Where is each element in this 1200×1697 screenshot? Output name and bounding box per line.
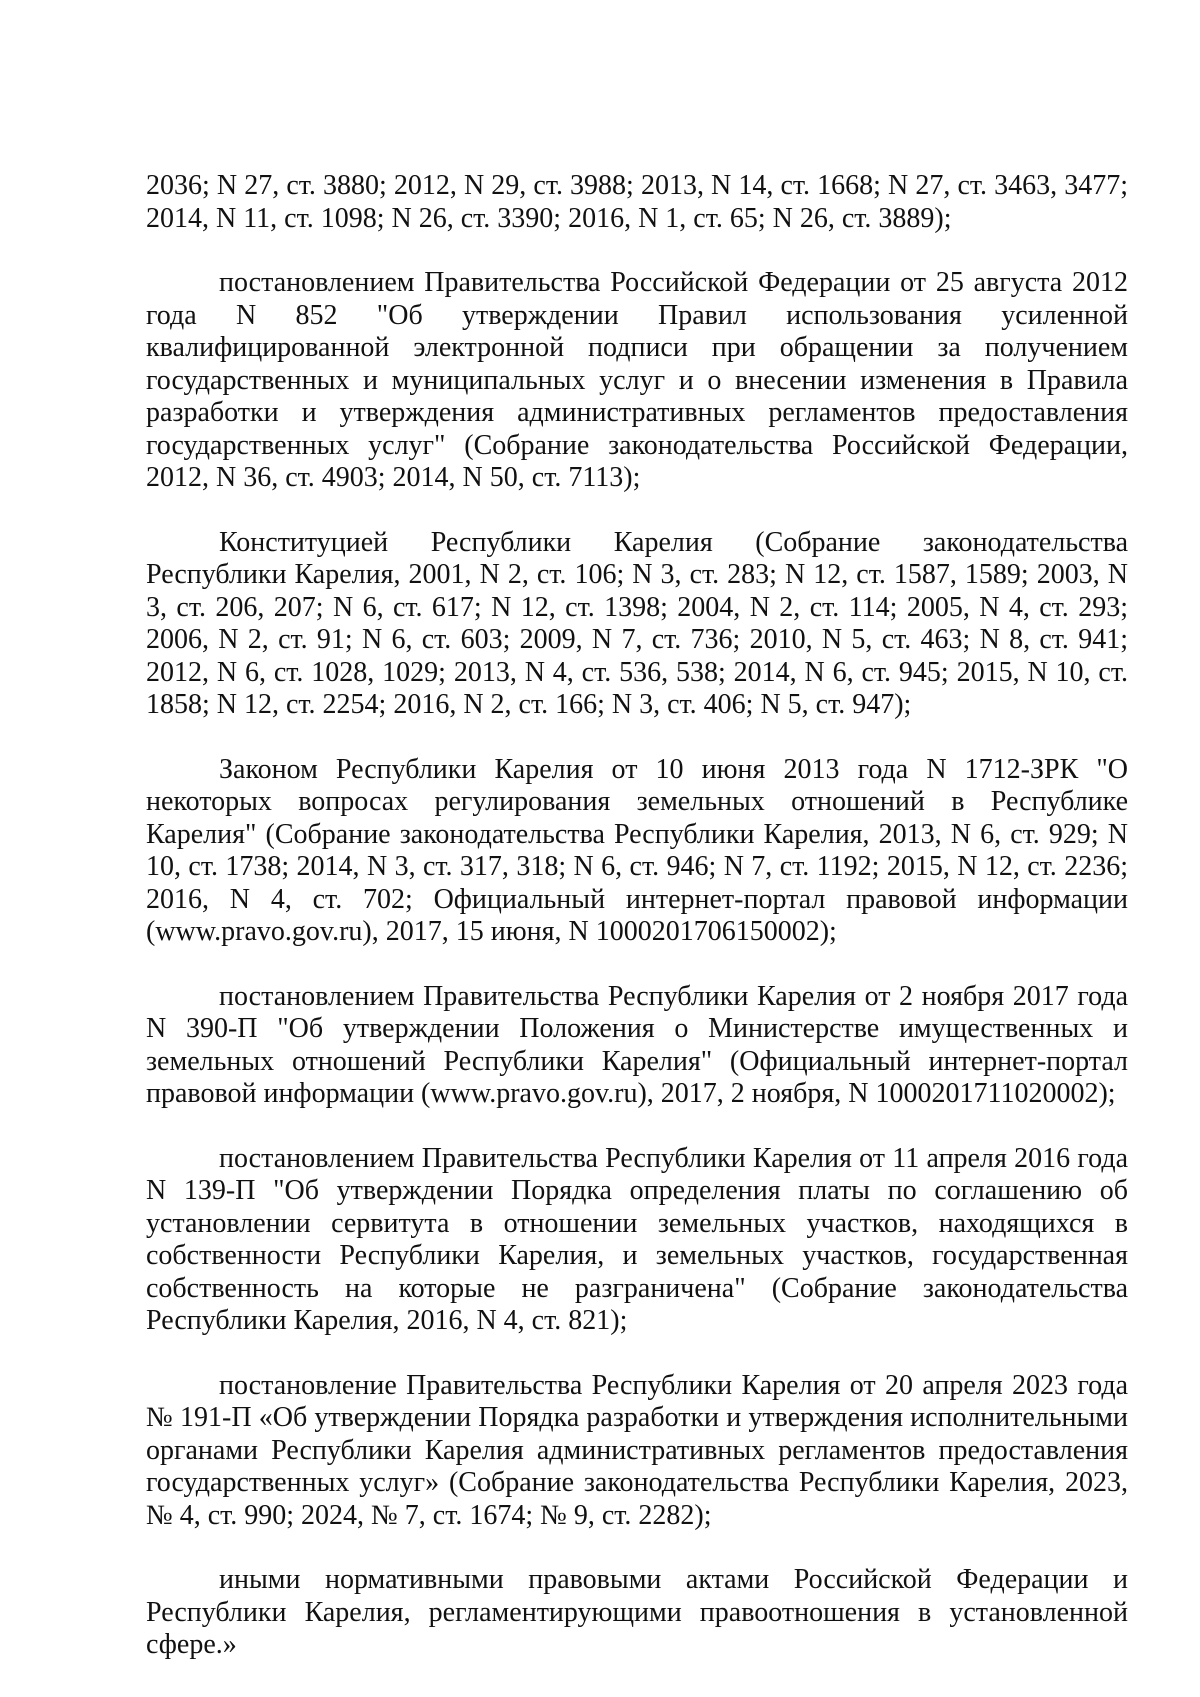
paragraph-decree-karelia-2017: постановлением Правительства Республики Карелия от 2 ноября 2017 года N 390-П "Об утверждении Положения о Министерстве имущественных и земельных отношений Республики Карелия" (Официальный интернет-портал правовой информации (www.pravo.gov.ru), 2017, 2 ноября, N 1000201711020002);: [146, 980, 1128, 1109]
paragraph-decree-karelia-2023: постановление Правительства Республики Карелия от 20 апреля 2023 года № 191-П «Об утверждении Порядка разработки и утверждения исполнительными органами Республики Карелия административных регламентов предоставления государственных услуг» (Собрание законодательства Республики Карелия, 2023, № 4, ст. 990; 2024, № 7, ст. 1674; № 9, ст. 2282);: [146, 1369, 1128, 1531]
document-body: [146, 170, 1128, 1662]
paragraph-constitution-karelia: Конституцией Республики Карелия (Собрание законодательства Республики Карелия, 2001, N 2, ст. 106; N 3, ст. 283; N 12, ст. 1587, 1589; 2003, N 3, ст. 206, 207; N 6, ст. 617; N 12, ст. 1398; 2004, N 2, ст. 114; 2005, N 4, ст. 293; 2006, N 2, ст. 91; N 6, ст. 603; 2009, N 7, ст. 736; 2010, N 5, ст. 463; N 8, ст. 941; 2012, N 6, ст. 1028, 1029; 2013, N 4, ст. 536, 538; 2014, N 6, ст. 945; 2015, N 10, ст. 1858; N 12, ст. 2254; 2016, N 2, ст. 166; N 3, ст. 406; N 5, ст. 947);: [146, 526, 1128, 720]
paragraph-government-decree-2012: постановлением Правительства Российской Федерации от 25 августа 2012 года N 852 "Об утверждении Правил использования усиленной квалифицированной электронной подписи при обращении за получением государственных и муниципальных услуг и о внесении изменения в Правила разработки и утверждения административных регламентов предоставления государственных услуг" (Собрание законодательства Российской Федерации, 2012, N 36, ст. 4903; 2014, N 50, ст. 7113);: [146, 267, 1128, 493]
paragraph-continuation: 2036; N 27, ст. 3880; 2012, N 29, ст. 3988; 2013, N 14, ст. 1668; N 27, ст. 3463, 3477; 2014, N 11, ст. 1098; N 26, ст. 3390; 2016, N 1, ст. 65; N 26, ст. 3889);: [146, 170, 1128, 234]
paragraph-other-acts: иными нормативными правовыми актами Российской Федерации и Республики Карелия, регламентирующими правоотношения в установленной сфере.»: [146, 1564, 1128, 1660]
paragraph-decree-karelia-2016: постановлением Правительства Республики Карелия от 11 апреля 2016 года N 139-П "Об утверждении Порядка определения платы по соглашению об установлении сервитута в отношении земельных участков, находящихся в собственности Республики Карелия, и земельных участков, государственная собственность на которые не разграничена" (Собрание законодательства Республики Карелия, 2016, N 4, ст. 821);: [146, 1142, 1128, 1336]
paragraph-law-karelia-2013: Законом Республики Карелия от 10 июня 2013 года N 1712-ЗРК "О некоторых вопросах регулирования земельных отношений в Республике Карелия" (Собрание законодательства Республики Карелия, 2013, N 6, ст. 929; N 10, ст. 1738; 2014, N 3, ст. 317, 318; N 6, ст. 946; N 7, ст. 1192; 2015, N 12, ст. 2236; 2016, N 4, ст. 702; Официальный интернет-портал правовой информации (www.pravo.gov.ru), 2017, 15 июня, N 1000201706150002);: [146, 753, 1128, 947]
